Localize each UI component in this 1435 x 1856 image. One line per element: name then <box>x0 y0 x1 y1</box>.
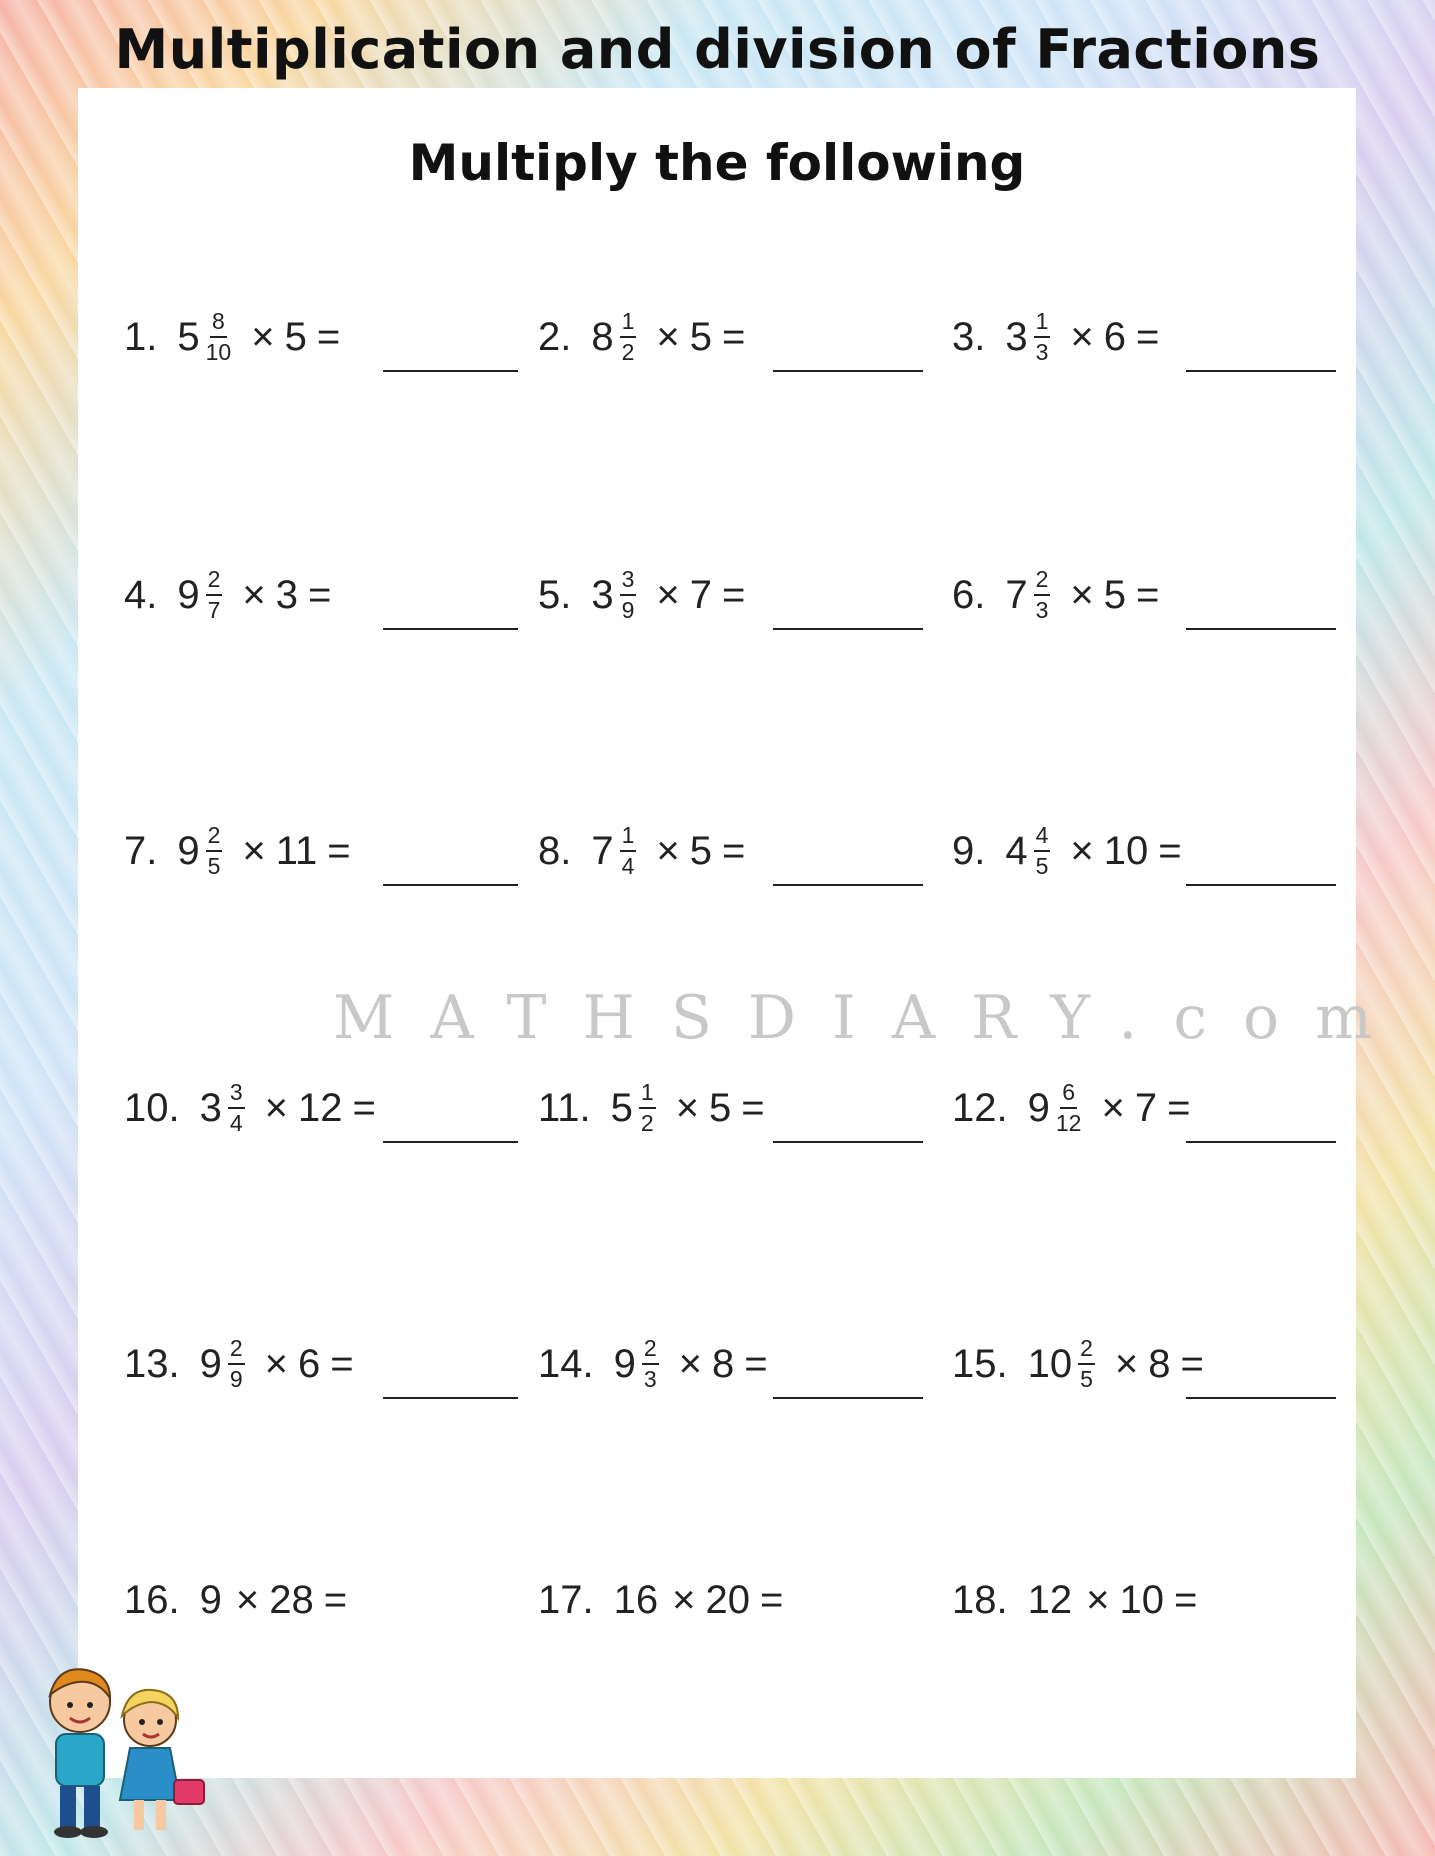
girl-figure <box>120 1690 204 1830</box>
denominator: 3 <box>643 1366 657 1392</box>
denominator: 3 <box>1035 339 1049 365</box>
whole-number: 16 <box>613 1578 659 1622</box>
equals-sign: = <box>759 1578 784 1622</box>
equals-sign: = <box>1158 828 1182 873</box>
denominator: 9 <box>621 597 635 623</box>
times-sign: × <box>242 828 266 873</box>
times-sign: × <box>675 1085 700 1130</box>
answer-blank[interactable] <box>1186 884 1336 886</box>
times-sign: × <box>1101 1085 1125 1130</box>
numerator: 1 <box>620 824 637 852</box>
whole-number: 4 <box>1005 828 1028 873</box>
answer-blank[interactable] <box>383 370 518 372</box>
numerator: 2 <box>1034 568 1051 596</box>
equals-sign: = <box>316 314 341 359</box>
equals-sign: = <box>744 1341 768 1386</box>
watermark: MATHSDIARY.com <box>333 983 1408 1053</box>
whole-number: 9 <box>1027 1085 1050 1130</box>
factor: 10 <box>1119 1578 1164 1622</box>
fraction <box>620 310 637 364</box>
fraction <box>639 1081 656 1135</box>
equals-sign: = <box>741 1085 765 1130</box>
problem-number: 18. <box>952 1578 1008 1622</box>
equals-sign: = <box>323 1578 348 1622</box>
answer-blank[interactable] <box>383 1397 518 1399</box>
answer-blank[interactable] <box>1186 628 1336 630</box>
problem-number: 15. <box>952 1341 1008 1386</box>
times-sign: × <box>656 314 680 359</box>
problem-17 <box>538 1578 793 1623</box>
fraction <box>1056 1081 1082 1135</box>
instructions-heading: Multiply the following <box>408 134 1026 192</box>
problem-number: 10. <box>124 1085 180 1130</box>
whole-number: 9 <box>199 1341 222 1386</box>
problem-15 <box>952 1337 1214 1391</box>
factor: 5 <box>689 314 713 359</box>
numerator: 4 <box>1034 824 1051 852</box>
problem-16 <box>124 1578 357 1623</box>
equals-sign: = <box>327 828 351 873</box>
fraction <box>620 824 637 878</box>
times-sign: × <box>242 572 266 617</box>
problem-number: 2. <box>538 314 572 359</box>
denominator: 10 <box>205 339 232 365</box>
times-sign: × <box>251 314 275 359</box>
problem-number: 7. <box>124 828 158 873</box>
factor: 10 <box>1103 828 1149 873</box>
problem-number: 5. <box>538 572 572 617</box>
fraction <box>1078 1337 1095 1391</box>
denominator: 5 <box>207 853 221 879</box>
numerator: 2 <box>1078 1337 1095 1365</box>
factor: 3 <box>275 572 299 617</box>
problem-12 <box>952 1081 1200 1135</box>
answer-blank[interactable] <box>773 628 923 630</box>
times-sign: × <box>1070 572 1094 617</box>
problem-number: 14. <box>538 1341 594 1386</box>
whole-number: 8 <box>591 314 614 359</box>
problem-number: 9. <box>952 828 986 873</box>
problem-7 <box>124 824 361 878</box>
denominator: 4 <box>621 853 635 879</box>
factor: 11 <box>275 828 318 873</box>
whole-number: 9 <box>613 1341 636 1386</box>
whole-number: 12 <box>1027 1578 1073 1622</box>
times-sign: × <box>1070 828 1094 873</box>
problem-2 <box>538 310 755 364</box>
answer-blank[interactable] <box>383 628 518 630</box>
problem-number: 6. <box>952 572 986 617</box>
whole-number: 5 <box>177 314 200 359</box>
numerator: 1 <box>620 310 637 338</box>
factor: 28 <box>269 1578 314 1622</box>
factor: 6 <box>1103 314 1127 359</box>
factor: 12 <box>298 1085 343 1130</box>
problem-6 <box>952 568 1169 622</box>
problem-5 <box>538 568 755 622</box>
fraction <box>228 1337 245 1391</box>
whole-number: 5 <box>610 1085 633 1130</box>
factor: 5 <box>689 828 713 873</box>
fraction <box>1034 824 1051 878</box>
equals-sign: = <box>1173 1578 1198 1622</box>
children-illustration <box>18 1650 218 1850</box>
numerator: 2 <box>642 1337 659 1365</box>
denominator: 2 <box>621 339 635 365</box>
boy-figure <box>50 1669 110 1838</box>
times-sign: × <box>264 1085 289 1130</box>
numerator: 8 <box>210 310 227 338</box>
answer-blank[interactable] <box>773 370 923 372</box>
problem-18 <box>952 1578 1207 1623</box>
answer-blank[interactable] <box>1186 1141 1336 1143</box>
factor: 6 <box>298 1341 321 1386</box>
times-sign: × <box>656 572 680 617</box>
whole-number: 9 <box>199 1578 222 1622</box>
equals-sign: = <box>1180 1341 1204 1386</box>
times-sign: × <box>1070 314 1094 359</box>
problem-number: 16. <box>124 1578 180 1622</box>
equals-sign: = <box>308 572 332 617</box>
numerator: 1 <box>1034 310 1051 338</box>
factor: 8 <box>1148 1341 1171 1386</box>
denominator: 2 <box>640 1110 654 1136</box>
factor: 5 <box>1103 572 1127 617</box>
equals-sign: = <box>352 1085 376 1130</box>
problem-number: 8. <box>538 828 572 873</box>
problem-9 <box>952 824 1192 878</box>
fraction <box>228 1081 245 1135</box>
problem-3 <box>952 310 1169 364</box>
problem-10 <box>124 1081 386 1135</box>
denominator: 5 <box>1080 1366 1093 1392</box>
problem-14 <box>538 1337 778 1391</box>
times-sign: × <box>1114 1341 1139 1386</box>
denominator: 4 <box>229 1110 243 1136</box>
worksheet-title: Multiplication and division of Fractions <box>114 18 1321 81</box>
fraction <box>1034 310 1051 364</box>
answer-blank[interactable] <box>773 1141 923 1143</box>
times-sign: × <box>235 1578 260 1622</box>
problem-1 <box>124 310 350 364</box>
answer-blank[interactable] <box>1186 1397 1336 1399</box>
problem-number: 13. <box>124 1341 180 1386</box>
problem-13 <box>124 1337 364 1391</box>
fraction <box>642 1337 659 1391</box>
numerator: 2 <box>228 1337 245 1365</box>
problem-number: 1. <box>124 314 158 359</box>
answer-blank[interactable] <box>383 884 518 886</box>
times-sign: × <box>1086 1578 1110 1622</box>
denominator: 9 <box>229 1366 243 1392</box>
problem-number: 17. <box>538 1578 594 1622</box>
whole-number: 9 <box>177 572 200 617</box>
whole-number: 7 <box>591 828 614 873</box>
worksheet-sheet <box>78 88 1408 1778</box>
equals-sign: = <box>330 1341 354 1386</box>
problem-11 <box>538 1081 775 1135</box>
whole-number: 9 <box>177 828 200 873</box>
problem-number: 12. <box>952 1085 1008 1130</box>
times-sign: × <box>672 1578 696 1622</box>
numerator: 2 <box>206 568 223 596</box>
fraction <box>206 310 232 364</box>
problem-number: 3. <box>952 314 986 359</box>
whole-number: 7 <box>1005 572 1028 617</box>
denominator: 5 <box>1035 853 1049 879</box>
denominator: 3 <box>1035 597 1049 623</box>
fraction <box>206 824 223 878</box>
times-sign: × <box>678 1341 703 1386</box>
equals-sign: = <box>1136 572 1160 617</box>
equals-sign: = <box>722 828 746 873</box>
whole-number: 3 <box>591 572 614 617</box>
factor: 7 <box>689 572 713 617</box>
fraction <box>206 568 223 622</box>
equals-sign: = <box>1167 1085 1191 1130</box>
answer-blank[interactable] <box>773 884 923 886</box>
whole-number: 3 <box>1005 314 1028 359</box>
numerator: 3 <box>228 1081 245 1109</box>
fraction <box>1034 568 1051 622</box>
answer-blank[interactable] <box>1186 370 1336 372</box>
numerator: 6 <box>1060 1081 1077 1109</box>
factor: 5 <box>284 314 307 359</box>
equals-sign: = <box>1136 314 1160 359</box>
equals-sign: = <box>722 314 746 359</box>
factor: 8 <box>712 1341 735 1386</box>
denominator: 7 <box>207 597 221 623</box>
answer-blank[interactable] <box>773 1397 923 1399</box>
problem-8 <box>538 824 755 878</box>
problem-number: 4. <box>124 572 158 617</box>
whole-number: 10 <box>1027 1341 1073 1386</box>
times-sign: × <box>264 1341 289 1386</box>
problem-number: 11. <box>538 1085 591 1130</box>
denominator: 12 <box>1055 1110 1082 1136</box>
factor: 7 <box>1134 1085 1158 1130</box>
factor: 20 <box>705 1578 750 1622</box>
numerator: 3 <box>620 568 637 596</box>
problem-4 <box>124 568 341 622</box>
factor: 5 <box>709 1085 732 1130</box>
fraction <box>620 568 637 622</box>
numerator: 2 <box>206 824 223 852</box>
answer-blank[interactable] <box>383 1141 518 1143</box>
numerator: 1 <box>639 1081 656 1109</box>
whole-number: 3 <box>199 1085 222 1130</box>
equals-sign: = <box>722 572 746 617</box>
times-sign: × <box>656 828 680 873</box>
